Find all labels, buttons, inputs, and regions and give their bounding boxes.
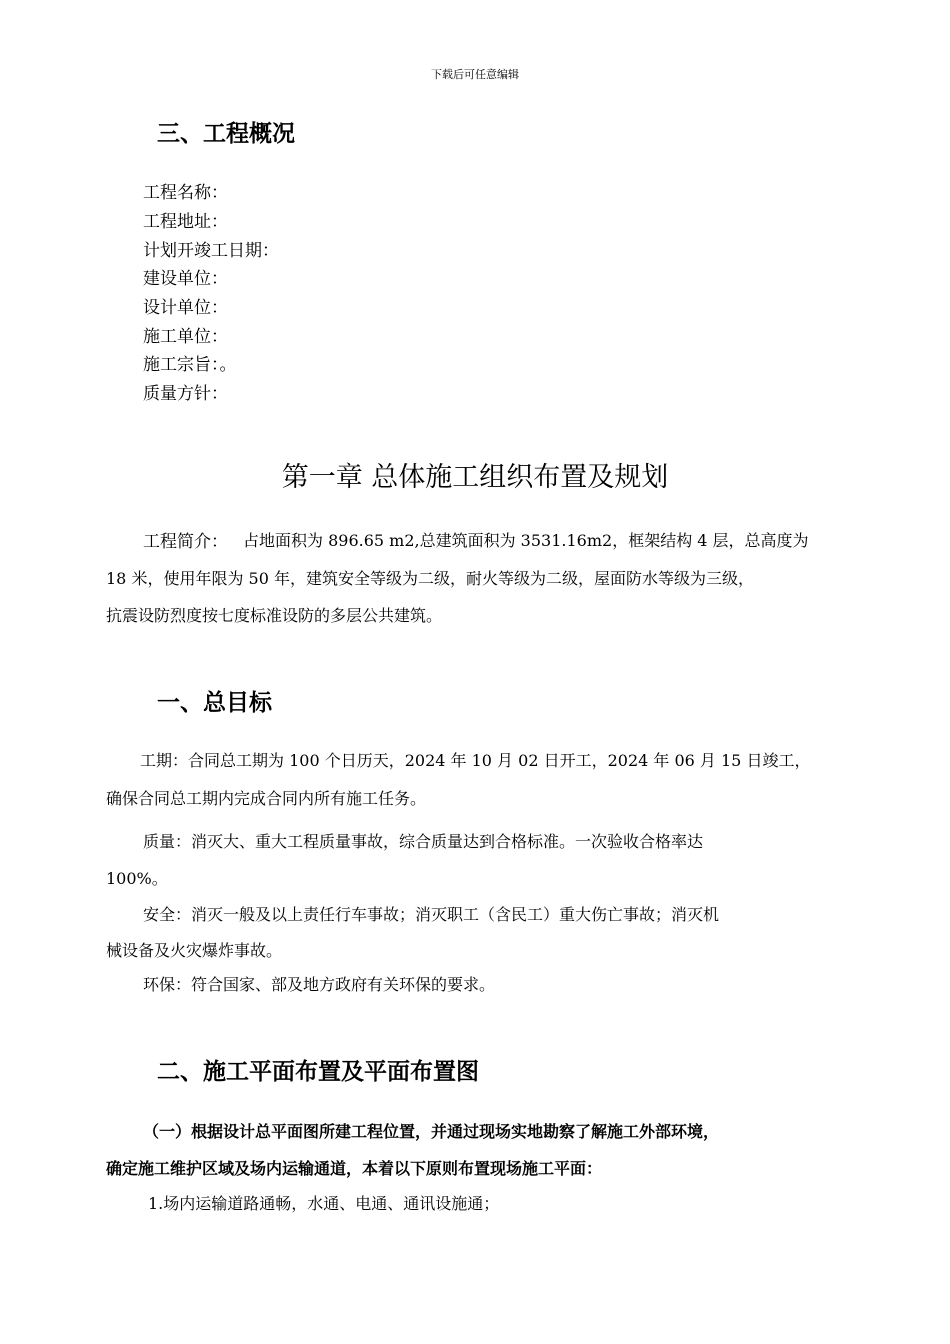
field-designer: 设计单位： (143, 298, 228, 318)
goal-quality-line-2: 100%。 (106, 869, 168, 888)
section-title-goals: 一、总目标 (157, 690, 272, 716)
goal-schedule-line-2: 确保合同总工期内完成合同内所有施工任务。 (106, 789, 427, 808)
layout-lead-line-1: （一）根据设计总平面图所建工程位置，并通过现场实地勘察了解施工外部环境， (143, 1122, 720, 1141)
goal-safety-line-2: 械设备及火灾爆炸事故。 (106, 941, 283, 960)
goal-environment-line: 环保：符合国家、部及地方政府有关环保的要求。 (143, 975, 496, 994)
intro-line-2: 18 米，使用年限为 50 年，建筑安全等级为二级，耐火等级为二级，屋面防水等级为三级， (106, 569, 754, 588)
field-quality-policy: 质量方针： (143, 384, 228, 404)
layout-lead-line-2: 确定施工维护区域及场内运输通道，本着以下原则布置现场施工平面： (106, 1159, 603, 1178)
goal-quality-line-1: 质量：消灭大、重大工程质量事故，综合质量达到合格标准。一次验收合格率达 (143, 832, 704, 851)
field-contractor: 施工单位： (143, 327, 228, 347)
intro-label: 工程简介： (143, 532, 228, 552)
section-title-layout: 二、施工平面布置及平面布置图 (157, 1059, 479, 1085)
field-schedule-dates: 计划开竣工日期： (143, 241, 279, 261)
section-title-overview: 三、工程概况 (157, 121, 295, 147)
goal-safety-line-1: 安全：消灭一般及以上责任行车事故；消灭职工（含民工）重大伤亡事故；消灭机 (143, 905, 720, 924)
field-owner: 建设单位： (143, 269, 228, 289)
intro-line-3: 抗震设防烈度按七度标准设防的多层公共建筑。 (106, 606, 443, 625)
chapter-title: 第一章 总体施工组织布置及规划 (281, 462, 669, 493)
field-project-name: 工程名称： (143, 183, 228, 203)
goal-schedule-line-1: 工期：合同总工期为 100 个日历天，2024 年 10 月 02 日开工，2024 年 06 月 15 日竣工， (140, 751, 811, 770)
intro-line-1: 占地面积为 896.65 m2,总建筑面积为 3531.16m2，框架结构 4 层，总高度为 (243, 531, 809, 550)
layout-item-1: 1.场内运输道路通畅，水通、电通、通讯设施通； (148, 1194, 500, 1213)
field-purpose: 施工宗旨：。 (143, 355, 237, 375)
page-header-note: 下载后可任意编辑 (431, 68, 519, 81)
field-project-address: 工程地址： (143, 212, 228, 232)
